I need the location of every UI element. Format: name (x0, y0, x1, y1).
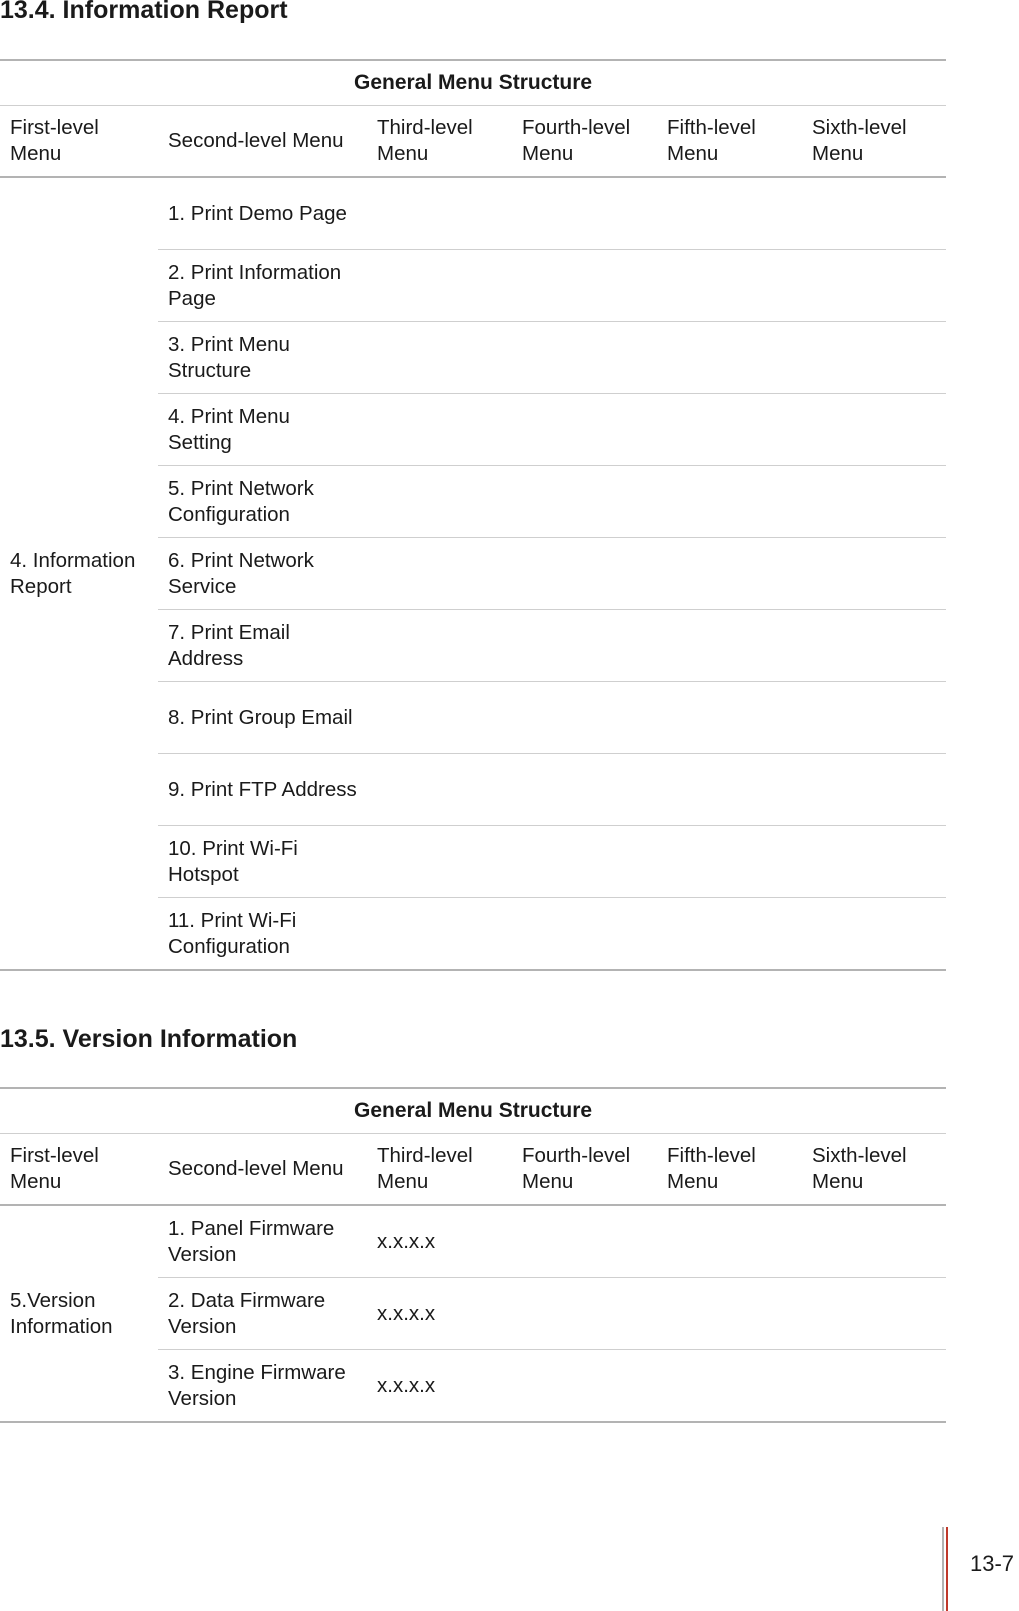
empty-menu-cell (657, 754, 802, 826)
column-header: Sixth-level Menu (802, 1134, 946, 1206)
second-level-menu-cell: 1. Print Demo Page (158, 177, 367, 250)
column-header: Fifth-level Menu (657, 1134, 802, 1206)
third-level-menu-cell: x.x.x.x (367, 1350, 512, 1423)
page-number: 13-7 (970, 1551, 1015, 1576)
empty-menu-cell (657, 177, 802, 250)
empty-menu-cell (802, 538, 946, 610)
first-level-menu-cell: 5.Version Information (0, 1205, 158, 1422)
second-level-menu-cell: 1. Panel Firmware Version (158, 1205, 367, 1278)
table-caption: General Menu Structure (0, 60, 946, 106)
column-header: Second-level Menu (158, 1134, 367, 1206)
empty-menu-cell (802, 1278, 946, 1350)
empty-menu-cell (512, 466, 657, 538)
third-level-menu-cell (367, 394, 512, 466)
empty-menu-cell (657, 682, 802, 754)
information-report-menu-table (0, 59, 946, 971)
empty-menu-cell (802, 394, 946, 466)
empty-menu-cell (657, 538, 802, 610)
empty-menu-cell (657, 826, 802, 898)
second-level-menu-cell: 4. Print Menu Setting (158, 394, 367, 466)
third-level-menu-cell (367, 898, 512, 971)
empty-menu-cell (512, 898, 657, 971)
empty-menu-cell (657, 1205, 802, 1278)
empty-menu-cell (802, 754, 946, 826)
empty-menu-cell (512, 1350, 657, 1423)
empty-menu-cell (802, 1205, 946, 1278)
empty-menu-cell (657, 610, 802, 682)
third-level-menu-cell: x.x.x.x (367, 1205, 512, 1278)
empty-menu-cell (512, 538, 657, 610)
section-title-version-information: 13.5. Version Information (0, 1025, 298, 1053)
empty-menu-cell (512, 610, 657, 682)
column-header: First-level Menu (0, 1134, 158, 1206)
second-level-menu-cell: 2. Print Information Page (158, 250, 367, 322)
empty-menu-cell (802, 250, 946, 322)
empty-menu-cell (657, 1350, 802, 1423)
column-header: Sixth-level Menu (802, 106, 946, 178)
third-level-menu-cell (367, 322, 512, 394)
third-level-menu-cell (367, 466, 512, 538)
empty-menu-cell (512, 1205, 657, 1278)
empty-menu-cell (657, 1278, 802, 1350)
second-level-menu-cell: 2. Data Firmware Version (158, 1278, 367, 1350)
table-row (0, 177, 946, 250)
column-header: Fourth-level Menu (512, 106, 657, 178)
second-level-menu-cell: 9. Print FTP Address (158, 754, 367, 826)
third-level-menu-cell: x.x.x.x (367, 1278, 512, 1350)
empty-menu-cell (657, 322, 802, 394)
column-header: Third-level Menu (367, 106, 512, 178)
version-information-menu-table (0, 1087, 946, 1423)
empty-menu-cell (802, 682, 946, 754)
empty-menu-cell (512, 177, 657, 250)
third-level-menu-cell (367, 250, 512, 322)
column-header: Fifth-level Menu (657, 106, 802, 178)
empty-menu-cell (657, 250, 802, 322)
empty-menu-cell (512, 250, 657, 322)
second-level-menu-cell: 6. Print Network Service (158, 538, 367, 610)
empty-menu-cell (802, 466, 946, 538)
empty-menu-cell (512, 682, 657, 754)
column-header: Third-level Menu (367, 1134, 512, 1206)
empty-menu-cell (512, 754, 657, 826)
empty-menu-cell (657, 466, 802, 538)
empty-menu-cell (802, 898, 946, 971)
empty-menu-cell (802, 177, 946, 250)
first-level-menu-cell: 4. Information Report (0, 177, 158, 970)
second-level-menu-cell: 11. Print Wi-Fi Configuration (158, 898, 367, 971)
section-title-information-report: 13.4. Information Report (0, 0, 288, 24)
column-header: First-level Menu (0, 106, 158, 178)
empty-menu-cell (802, 826, 946, 898)
third-level-menu-cell (367, 682, 512, 754)
table-row (0, 1205, 946, 1278)
third-level-menu-cell (367, 754, 512, 826)
second-level-menu-cell: 10. Print Wi-Fi Hotspot (158, 826, 367, 898)
second-level-menu-cell: 7. Print Email Address (158, 610, 367, 682)
empty-menu-cell (512, 826, 657, 898)
empty-menu-cell (512, 1278, 657, 1350)
footer-accent-divider (946, 1527, 948, 1611)
table-caption: General Menu Structure (0, 1088, 946, 1134)
third-level-menu-cell (367, 177, 512, 250)
empty-menu-cell (802, 322, 946, 394)
empty-menu-cell (512, 394, 657, 466)
empty-menu-cell (657, 394, 802, 466)
empty-menu-cell (802, 1350, 946, 1423)
column-header: Second-level Menu (158, 106, 367, 178)
third-level-menu-cell (367, 610, 512, 682)
empty-menu-cell (657, 898, 802, 971)
second-level-menu-cell: 3. Print Menu Structure (158, 322, 367, 394)
empty-menu-cell (802, 610, 946, 682)
second-level-menu-cell: 8. Print Group Email (158, 682, 367, 754)
empty-menu-cell (512, 322, 657, 394)
second-level-menu-cell: 5. Print Network Configuration (158, 466, 367, 538)
footer-divider (942, 1527, 944, 1611)
third-level-menu-cell (367, 538, 512, 610)
third-level-menu-cell (367, 826, 512, 898)
column-header: Fourth-level Menu (512, 1134, 657, 1206)
second-level-menu-cell: 3. Engine Firmware Version (158, 1350, 367, 1423)
